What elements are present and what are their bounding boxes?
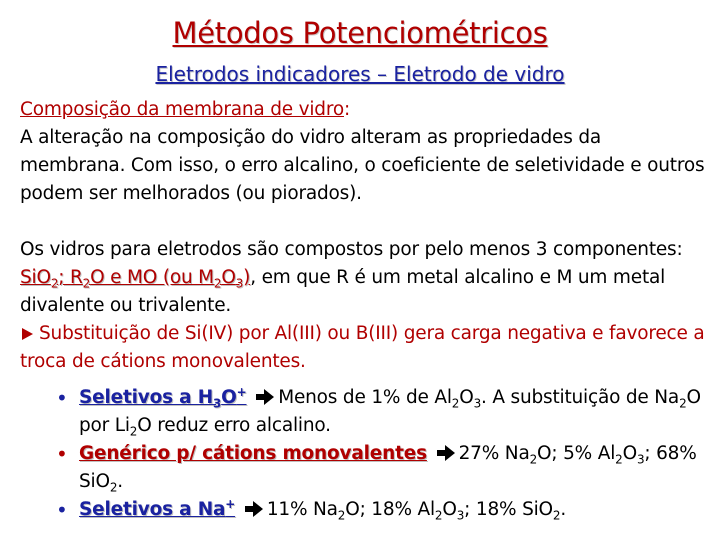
bullet-dot-icon: • [56, 442, 68, 466]
bullet-text: Menos de 1% de $Al_2O_3$. A substituição de $Na_2O$ por $Li_2O$ reduz erro alcalino. [79, 387, 701, 439]
right-arrow-icon [256, 391, 274, 403]
components-formula: SiO$_2$; $R_2O$ e MO (ou $M_2O_3$) [20, 267, 251, 291]
bullet-list [52, 384, 712, 524]
components-paragraph [20, 236, 710, 376]
list-item [52, 496, 712, 524]
composition-paragraph [20, 96, 710, 208]
arrow-bullet-icon [22, 328, 33, 340]
list-item [52, 384, 712, 440]
list-item [52, 440, 712, 496]
components-text-before: Os vidros para eletrodos são compostos por pelo menos 3 componentes: [20, 239, 683, 260]
substitution-text: Substituição de Si(IV) por Al(III) ou B(III) gera carga negativa e favorece a troca de cátions monovalentes. [20, 323, 705, 372]
bullet-label: Seletivos a Na+ [79, 496, 236, 520]
bullet-dot-icon: • [56, 386, 68, 410]
bullet-label: Genérico p/ cátions monovalentes [79, 443, 427, 464]
slide-title: Métodos Potenciométricos [172, 16, 548, 50]
composition-heading: Composição da membrana de vidro [20, 99, 344, 120]
bullet-text: 11% $Na_2O$; 18% $Al_2O_3$; 18% SiO$_2$. [266, 499, 567, 523]
right-arrow-icon [245, 503, 263, 515]
components-text-after: , em que R é um metal alcalino e M um metal divalente ou trivalente. [20, 267, 666, 316]
bullet-dot-icon: • [56, 498, 68, 522]
bullet-label: Seletivos a $H_3O^+$ [79, 384, 247, 411]
slide-subtitle: Eletrodos indicadores – Eletrodo de vidro [155, 62, 565, 86]
right-arrow-icon [437, 447, 455, 459]
composition-heading-colon: : [343, 99, 351, 120]
bullet-text: 27% $Na_2O$; 5% $Al_2O_3$; 68% SiO$_2$. [79, 443, 697, 495]
composition-body: A alteração na composição do vidro alteram as propriedades da membrana. Com isso, o erro alcalino, o coeficiente de seletividade e outros podem ser melhorados (ou piorados). [20, 127, 705, 204]
